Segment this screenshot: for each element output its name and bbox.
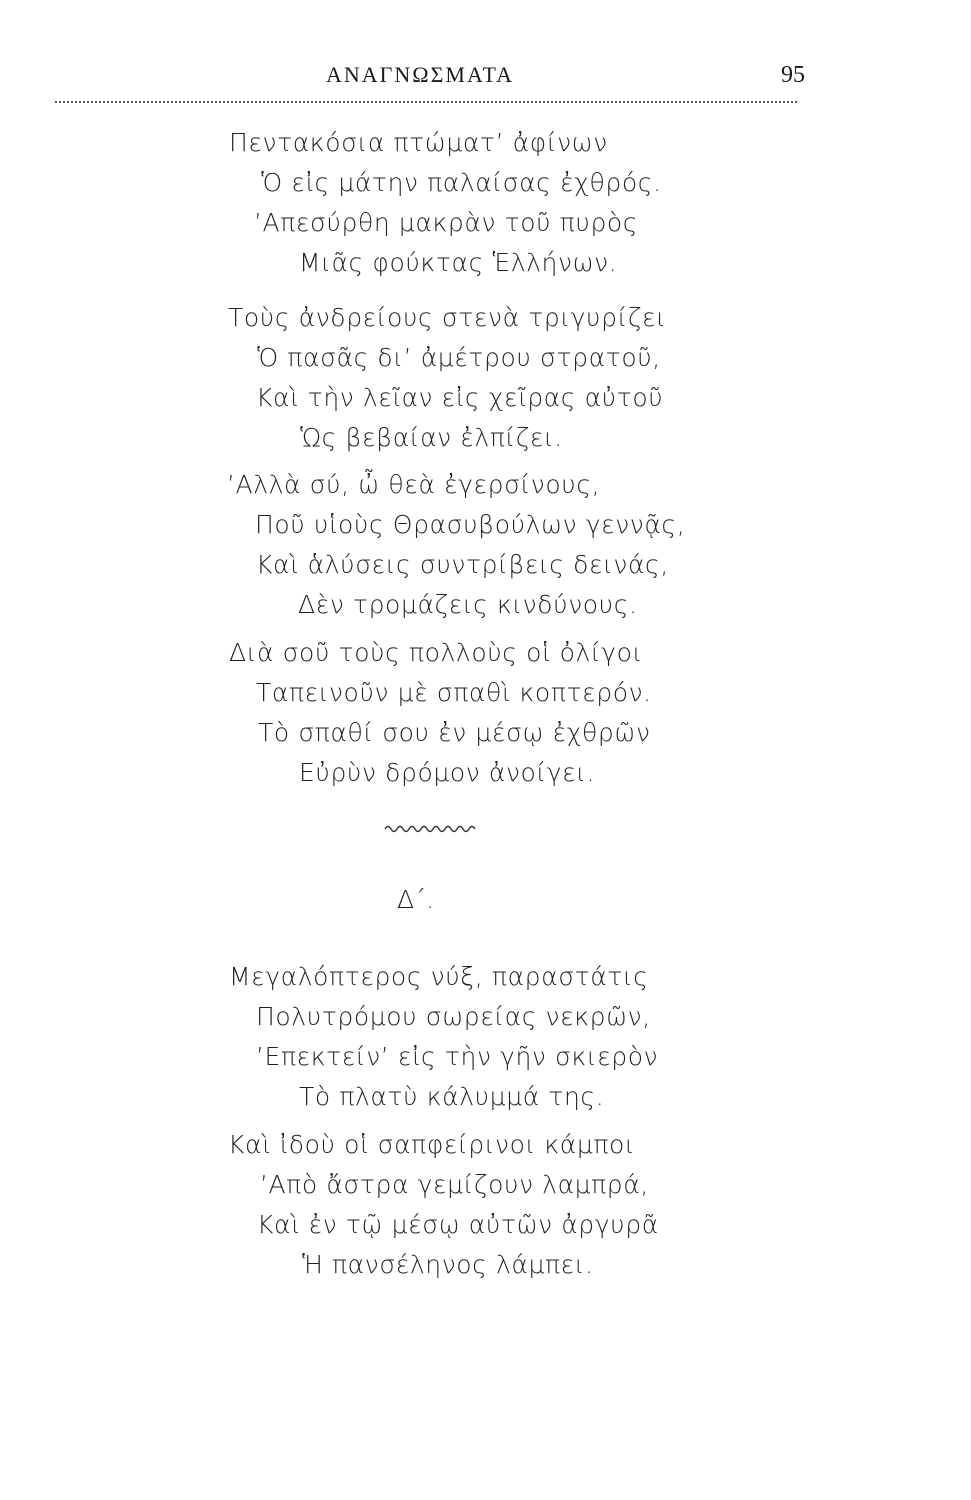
verse-line: Ποῦ υἱοὺς Θρασυβούλων γεννᾷς, — [255, 510, 686, 539]
verse-line: Τοὺς ἀνδρείους στενὰ τριγυρίζει — [228, 303, 667, 332]
running-head — [0, 58, 971, 98]
verse-line: Καὶ τὴν λεῖαν εἰς χεῖρας αὐτοῦ — [256, 383, 664, 412]
verse-line: Καὶ ἁλύσεις συντρίβεις δεινάς, — [256, 550, 669, 579]
verse-line: Διὰ σοῦ τοὺς πολλοὺς οἱ ὀλίγοι — [229, 638, 643, 667]
running-title: ΑΝΑΓΝΩΣΜΑΤΑ — [325, 62, 515, 87]
verse-line: Τὸ σπαθί σου ἐν μέσῳ ἐχθρῶν — [258, 718, 651, 747]
wavy-ornament-divider — [383, 822, 478, 836]
verse-line: Ἡ πανσέληνος λάμπει. — [302, 1250, 594, 1279]
verse-line: Πεντακόσια πτώματ’ ἀφίνων — [229, 128, 608, 157]
verse-line: Μεγαλόπτερος νύξ, παραστάτις — [229, 962, 649, 991]
verse-line: Καὶ ἐν τῷ μέσῳ αὐτῶν ἀργυρᾶ — [257, 1210, 659, 1239]
verse-line: Ὡς βεβαίαν ἐλπίζει. — [300, 423, 563, 452]
verse-line: ’Επεκτείν’ εἰς τὴν γῆν σκιερὸν — [256, 1042, 659, 1071]
verse-line: Εὐρὺν δρόμον ἀνοίγει. — [299, 758, 596, 787]
verse-line: Μιᾶς φούκτας Ἑλλήνων. — [299, 248, 618, 277]
verse-line: Ταπεινοῦν μὲ σπαθὶ κοπτερόν. — [256, 678, 652, 707]
verse-line: Ὁ πασᾶς δι’ ἀμέτρου στρατοῦ, — [257, 343, 661, 372]
verse-line: ’Αλλὰ σύ, ὦ θεὰ ἐγερσίνους, — [227, 470, 601, 499]
header-rule — [55, 101, 797, 103]
page-number: 95 — [781, 62, 805, 88]
verse-line: ’Απεσύρθη μακρὰν τοῦ πυρὸς — [254, 208, 639, 237]
verse-line: Πολυτρόμου σωρείας νεκρῶν, — [256, 1002, 651, 1031]
verse-line: Δὲν τρομάζεις κινδύνους. — [298, 590, 638, 619]
verse-line: ’Απὸ ἄστρα γεμίζουν λαμπρά, — [260, 1170, 649, 1199]
verse-line: Καὶ ἰδοὺ οἱ σαπφείρινοι κάμποι — [228, 1130, 636, 1159]
section-heading: Δ΄. — [397, 885, 435, 914]
verse-line: Τὸ πλατὺ κάλυμμά της. — [299, 1082, 605, 1111]
verse-line: Ὁ εἰς μάτην παλαίσας ἐχθρός. — [261, 168, 662, 197]
